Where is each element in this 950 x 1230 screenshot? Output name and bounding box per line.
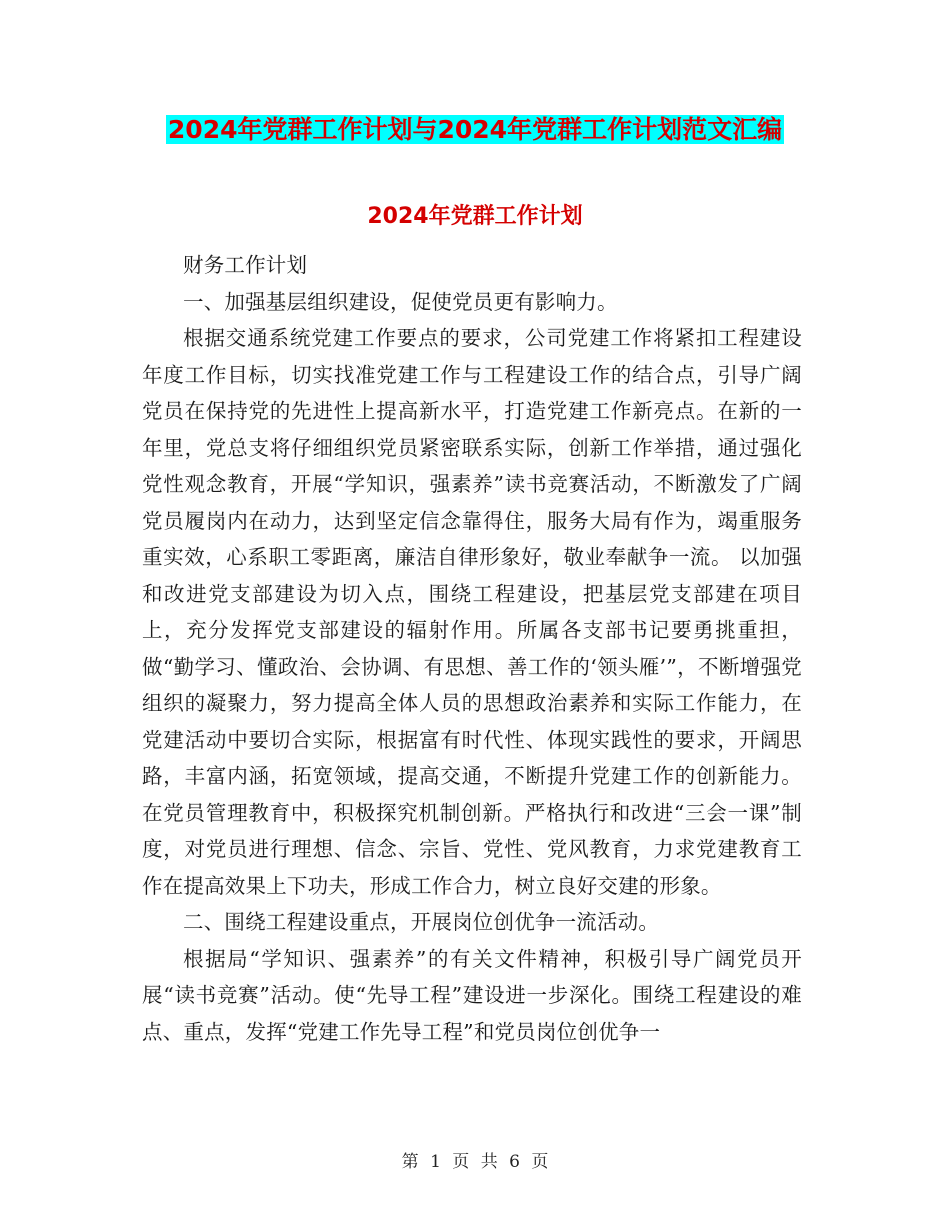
section-title: 2024年党群工作计划 — [367, 204, 583, 229]
page-footer: 第 1 页 共 6 页 — [401, 1152, 549, 1172]
paragraph: 财务工作计划 — [183, 253, 308, 277]
document-title-highlight: 2024年党群工作计划与2024年党群工作计划范文汇编 — [167, 115, 783, 144]
paragraph: 根据局“学知识、强素养”的有关文件精神，积极引导广阔党员开展“读书竞赛”活动。使“先导工程”建设进一步深化。围绕工程建设的难点、重点，发挥“党建工作先导工程”和党员岗位创优争一 — [142, 946, 802, 1044]
paragraph: 二、围绕工程建设重点，开展岗位创优争一流活动。 — [183, 910, 660, 934]
paragraph: 一、加强基层组织建设，促使党员更有影响力。 — [183, 289, 618, 314]
paragraph: 根据交通系统党建工作要点的要求，公司党建工作将紧扣工程建设年度工作目标，切实找准党建工作与工程建设工作的结合点，引导广阔党员在保持党的先进性上提高新水平，打造党建工作新亮点。在新的一年里，党总支将仔细组织党员紧密联系实际，创新工作举措，通过强化党性观念教育，开展“学知识，强素养”读书竞赛活动，不断激发了广阔党员履岗内在动力，达到坚定信念靠得住，服务大局有作为，竭重服务重实效，心系职工零距离，廉洁自律形象好，敬业奉献争一流。 以加强和改进党支部建设为切入点，围绕工程建设，把基层党支部建在项目上，充分发挥党支部建设的辐射作用。所属各支部书记要勇挑重担，做“勤学习、懂政治、会协调、有思想、善工作的‘领头雁’”，不断增强党组织的凝聚力，努力提高全体人员的思想政治素养和实际工作能力，在党建活动中要切合实际，根据富有时代性、体现实践性的要求，开阔思路，丰富内涵，拓宽领域，提高交通，不断提升党建工作的创新能力。 在党员管理教育中，积极探究机制创新。严格执行和改进“三会一课”制度，对党员进行理想、信念、宗旨、党性、党风教育，力求党建教育工作在提高效果上下功夫，形成工作合力，树立良好交建的形象。 — [142, 326, 802, 898]
document-body — [142, 247, 802, 1050]
document-title — [0, 112, 950, 148]
